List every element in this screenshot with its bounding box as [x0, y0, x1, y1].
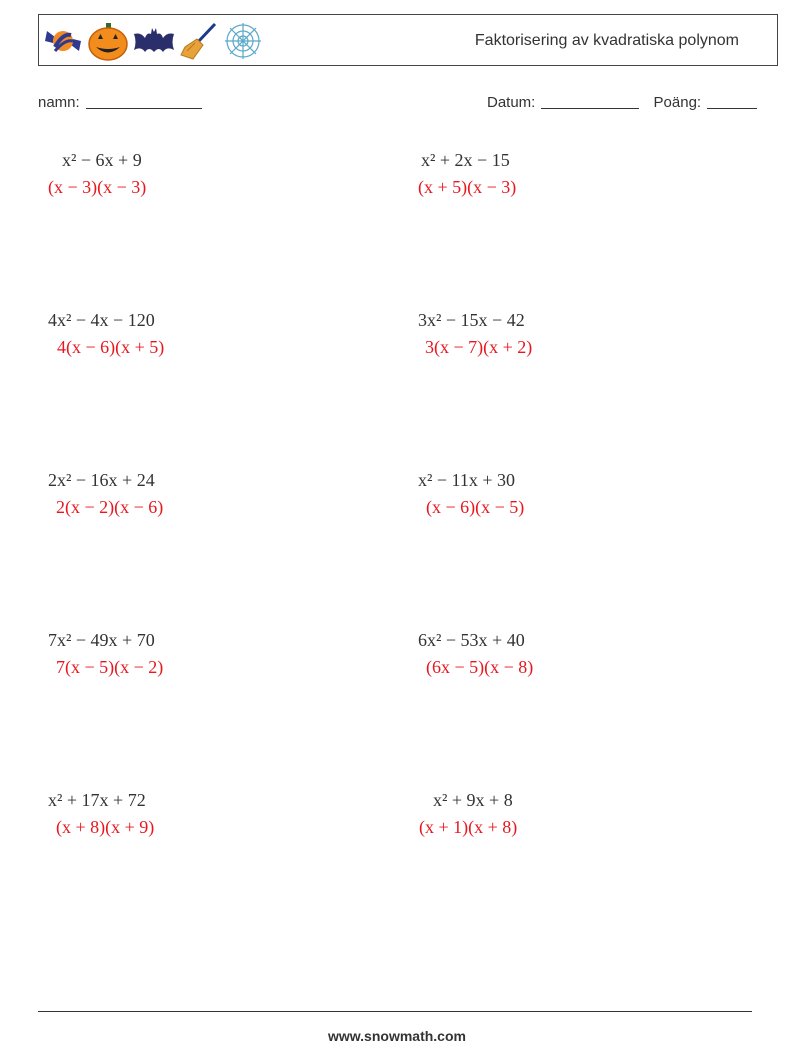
problem-answer: (x + 8)(x + 9): [56, 817, 155, 837]
problem-expression: 2x² − 16x + 24: [48, 470, 155, 490]
problem-7: [48, 630, 163, 678]
problem-9: [48, 790, 154, 838]
problem-answer: 4(x − 6)(x + 5): [57, 337, 165, 357]
problem-8: [418, 630, 533, 678]
worksheet-header: [38, 14, 778, 66]
footer-url: www.snowmath.com: [328, 1028, 466, 1044]
problem-expression: x² − 11x + 30: [418, 470, 516, 490]
problem-answer: (6x − 5)(x − 8): [426, 657, 534, 677]
problem-answer: (x + 5)(x − 3): [418, 177, 517, 197]
broom-icon: [179, 21, 219, 61]
candy-icon: [43, 21, 83, 61]
name-field: [38, 94, 202, 111]
problem-answer: 3(x − 7)(x + 2): [425, 337, 533, 357]
pumpkin-icon: [87, 20, 129, 62]
problem-answer: 2(x − 2)(x − 6): [56, 497, 164, 517]
problem-1: [48, 150, 147, 198]
footer-divider: [38, 1011, 752, 1012]
problem-expression: x² + 9x + 8: [433, 790, 513, 810]
problem-answer: (x − 3)(x − 3): [48, 177, 147, 197]
problem-expression: 3x² − 15x − 42: [418, 310, 525, 330]
score-label: Poäng:: [653, 94, 702, 111]
problem-answer: (x + 1)(x + 8): [419, 817, 518, 837]
name-label: namn:: [38, 94, 80, 111]
spiderweb-icon: [223, 21, 263, 61]
problem-answer: (x − 6)(x − 5): [426, 497, 525, 517]
problem-expression: x² − 6x + 9: [62, 150, 142, 170]
date-score-fields: [487, 94, 757, 111]
date-blank[interactable]: [541, 94, 639, 109]
problem-expression: 7x² − 49x + 70: [48, 630, 155, 650]
problem-6: [418, 470, 524, 518]
problem-expression: 6x² − 53x + 40: [418, 630, 525, 650]
header-icons: [43, 19, 263, 63]
problem-5: [48, 470, 163, 518]
name-blank[interactable]: [86, 94, 202, 109]
bat-icon: [133, 26, 175, 56]
problem-expression: x² + 17x + 72: [48, 790, 146, 810]
problem-answer: 7(x − 5)(x − 2): [56, 657, 164, 677]
score-blank[interactable]: [707, 94, 757, 109]
problem-2: [418, 150, 517, 198]
date-label: Datum:: [487, 94, 536, 111]
worksheet-title: Faktorisering av kvadratiska polynom: [474, 32, 739, 49]
problem-3: [48, 310, 164, 358]
problem-expression: 4x² − 4x − 120: [48, 310, 155, 330]
problem-expression: x² + 2x − 15: [421, 150, 510, 170]
problem-10: [419, 790, 518, 838]
problem-4: [418, 310, 532, 358]
